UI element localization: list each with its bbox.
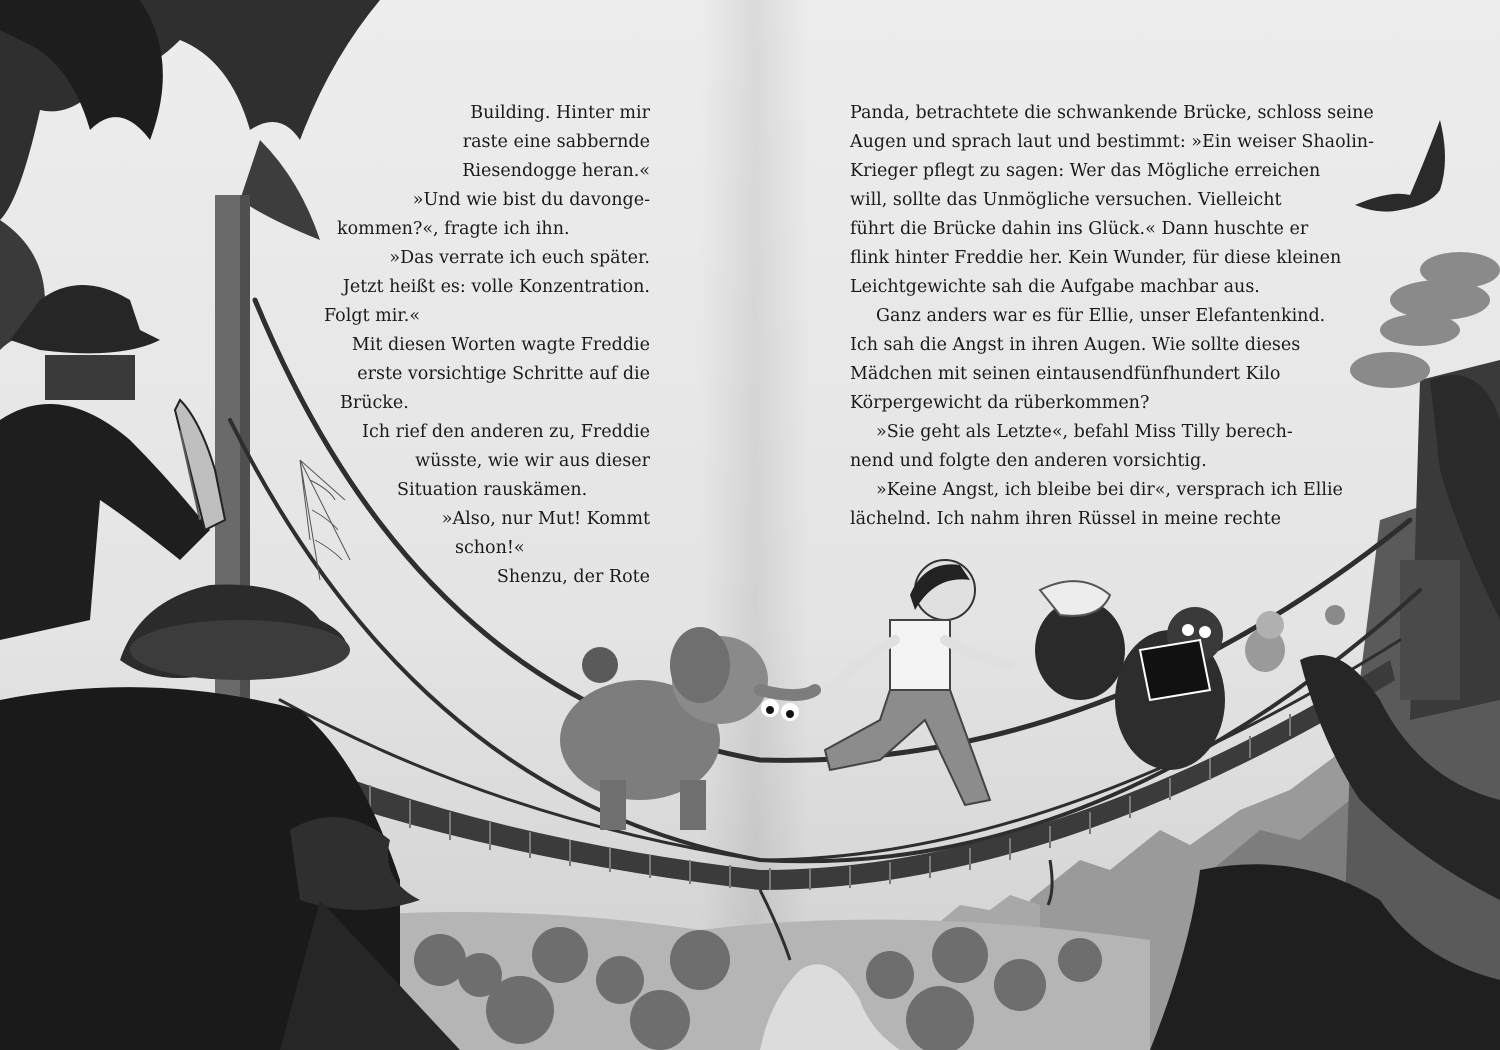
left-line-10: erste vorsichtige Schritte auf die	[357, 364, 650, 384]
left-line-11: Brücke.	[340, 393, 409, 413]
right-line-7: Leichtgewichte sah die Aufgabe machbar aus.	[850, 277, 1260, 297]
right-page-text	[850, 99, 1395, 539]
right-line-15: lächelnd. Ich nahm ihren Rüssel in meine rechte	[850, 509, 1282, 529]
left-line-1: Building. Hinter mir	[470, 103, 650, 123]
right-line-3: Krieger pflegt zu sagen: Wer das Mögliche erreichen	[850, 161, 1321, 181]
right-line-2: Augen und sprach laut und bestimmt: »Ein weiser Shaolin-	[850, 132, 1374, 152]
left-line-6: »Das verrate ich euch später.	[389, 248, 650, 268]
left-line-5: kommen?«, fragte ich ihn.	[337, 219, 570, 239]
left-line-17: Shenzu, der Rote	[496, 567, 650, 587]
left-line-3: Riesendogge heran.«	[462, 161, 650, 181]
book-gutter	[700, 0, 810, 1050]
right-line-1: Panda, betrachtete die schwankende Brücke, schloss seine	[850, 103, 1374, 123]
right-line-9: Ich sah die Angst in ihren Augen. Wie sollte dieses	[850, 335, 1301, 355]
left-line-8: Folgt mir.«	[324, 306, 421, 326]
left-line-2: raste eine sabbernde	[462, 132, 650, 152]
right-line-12: »Sie geht als Letzte«, befahl Miss Tilly berech-	[876, 422, 1293, 442]
left-line-13: wüsste, wie wir aus dieser	[415, 451, 650, 471]
right-line-8: Ganz anders war es für Ellie, unser Elefantenkind.	[876, 306, 1326, 326]
right-line-11: Körpergewicht da rüberkommen?	[850, 393, 1150, 413]
left-line-16: schon!«	[455, 538, 525, 558]
right-line-13: nend und folgte den anderen vorsichtig.	[850, 451, 1207, 471]
right-line-6: flink hinter Freddie her. Kein Wunder, für diese kleinen	[850, 248, 1342, 268]
left-line-12: Ich rief den anderen zu, Freddie	[362, 422, 650, 442]
right-line-14: »Keine Angst, ich bleibe bei dir«, versprach ich Ellie	[876, 480, 1343, 500]
left-page-text	[300, 99, 650, 587]
left-line-9: Mit diesen Worten wagte Freddie	[351, 335, 650, 355]
right-line-5: führt die Brücke dahin ins Glück.« Dann huschte er	[850, 219, 1309, 239]
right-line-10: Mädchen mit seinen eintausendfünfhundert Kilo	[850, 364, 1281, 384]
left-line-4: »Und wie bist du davonge-	[412, 190, 650, 210]
left-line-15: »Also, nur Mut! Kommt	[441, 509, 650, 529]
right-line-4: will, sollte das Unmögliche versuchen. Vielleicht	[850, 190, 1282, 210]
left-line-7: Jetzt heißt es: volle Konzentration.	[342, 277, 650, 297]
left-line-14: Situation rauskämen.	[397, 480, 588, 500]
